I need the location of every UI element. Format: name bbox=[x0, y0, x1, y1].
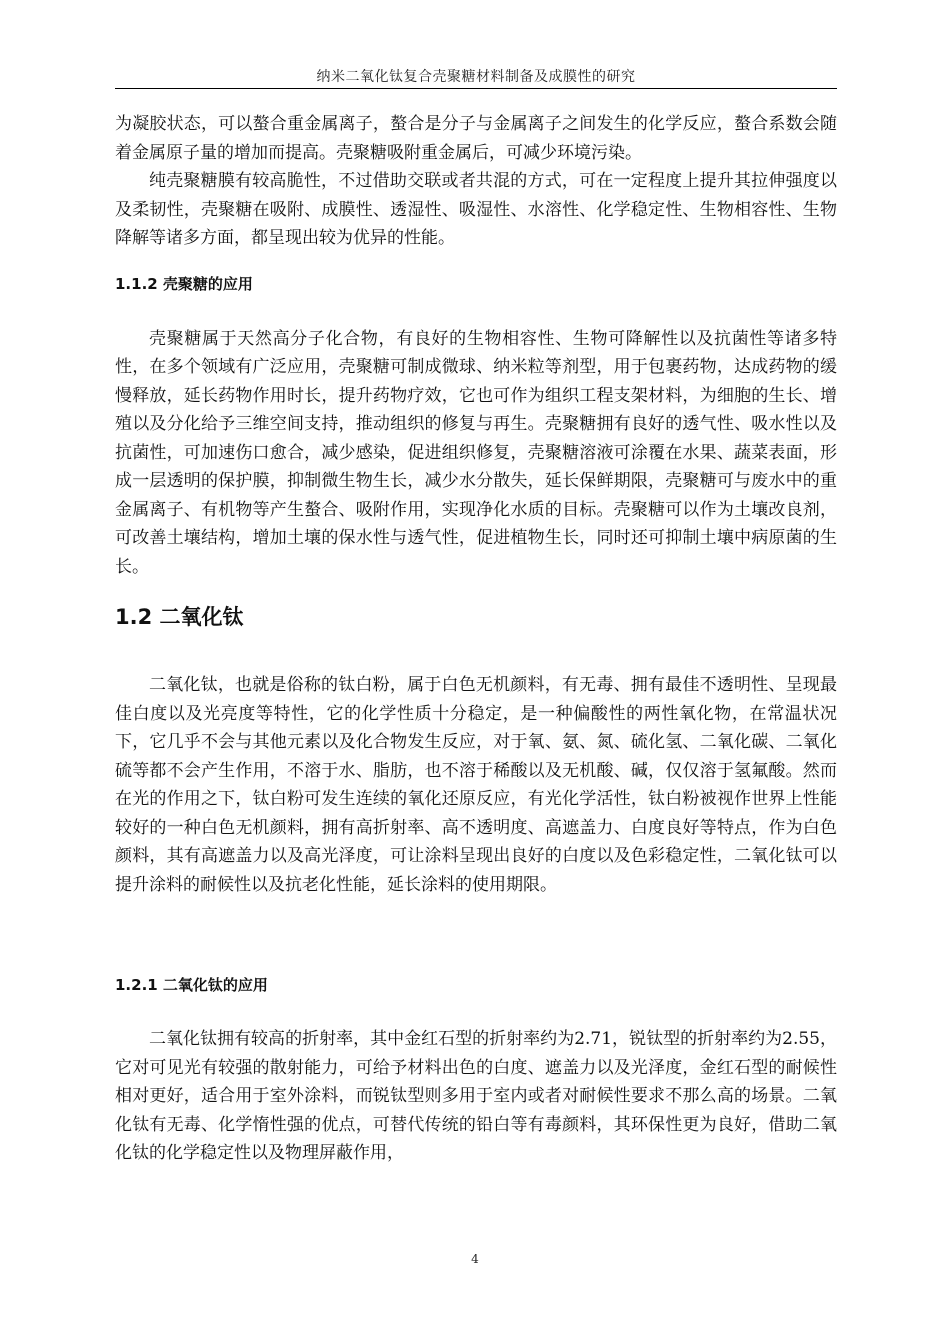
paragraph-chitosan-film: 纯壳聚糖膜有较高脆性，不过借助交联或者共混的方式，可在一定程度上提升其拉伸强度以及柔韧性，壳聚糖在吸附、成膜性、透湿性、吸湿性、水溶性、化学稳定性、生物相容性、生物降解等诸多方面，都呈现出较为优异的性能。 bbox=[115, 171, 837, 248]
section-heading-1-2-1: 1.2.1 二氧化钛的应用 bbox=[115, 976, 268, 994]
header-rule bbox=[115, 88, 837, 89]
running-header: 纳米二氧化钛复合壳聚糖材料制备及成膜性的研究 bbox=[316, 69, 636, 85]
paragraph-tio2-applications: 二氧化钛拥有较高的折射率，其中金红石型的折射率约为2.71，锐钛型的折射率约为2.55，它对可见光有较强的散射能力，可给予材料出色的白度、遮盖力以及光泽度，金红石型的耐候性相对更好，适合用于室外涂料，而锐钛型则多用于室内或者对耐候性要求不那么高的场景。二氧化钛有无毒、化学惰性强的优点，可替代传统的铅白等有毒颜料，其环保性更为良好，借助二氧化钛的化学稳定性以及物理屏蔽作用， bbox=[115, 1029, 837, 1163]
paragraph-chitosan-applications: 壳聚糖属于天然高分子化合物，有良好的生物相容性、生物可降解性以及抗菌性等诸多特性，在多个领域有广泛应用，壳聚糖可制成微球、纳米粒等剂型，用于包裹药物，达成药物的缓慢释放，延长药物作用时长，提升药物疗效，它也可作为组织工程支架材料，为细胞的生长、增殖以及分化给予三维空间支持，推动组织的修复与再生。壳聚糖拥有良好的透气性、吸水性以及抗菌性，可加速伤口愈合，减少感染，促进组织修复，壳聚糖溶液可涂覆在水果、蔬菜表面，形成一层透明的保护膜，抑制微生物生长，减少水分散失，延长保鲜期限，壳聚糖可与废水中的重金属离子、有机物等产生螯合、吸附作用，实现净化水质的目标。壳聚糖可以作为土壤改良剂，可改善土壤结构，增加土壤的保水性与透气性，促进植物生长，同时还可抑制土壤中病原菌的生长。 bbox=[115, 328, 837, 577]
page-body bbox=[115, 110, 837, 1168]
paragraph-continued: 为凝胶状态，可以螯合重金属离子，螯合是分子与金属离子之间发生的化学反应，螯合系数会随着金属原子量的增加而提高。壳聚糖吸附重金属后，可减少环境污染。 bbox=[115, 114, 837, 163]
paragraph-tio2: 二氧化钛，也就是俗称的钛白粉，属于白色无机颜料，有无毒、拥有最佳不透明性、呈现最佳白度以及光亮度等特性，它的化学性质十分稳定，是一种偏酸性的两性氧化物，在常温状况下，它几乎不会与其他元素以及化合物发生反应，对于氧、氨、氮、硫化氢、二氧化碳、二氧化硫等都不会产生作用，不溶于水、脂肪，也不溶于稀酸以及无机酸、碱，仅仅溶于氢氟酸。然而在光的作用之下，钛白粉可发生连续的氧化还原反应，有光化学活性，钛白粉被视作世界上性能较好的一种白色无机颜料，拥有高折射率、高不透明度、高遮盖力、白度良好等特点，作为白色颜料，其有高遮盖力以及高光泽度，可让涂料呈现出良好的白度以及色彩稳定性，二氧化钛可以提升涂料的耐候性以及抗老化性能，延长涂料的使用期限。 bbox=[115, 675, 837, 895]
section-heading-1-2: 1.2 二氧化钛 bbox=[115, 605, 244, 629]
page-number: 4 bbox=[471, 1252, 479, 1266]
section-heading-1-1-2: 1.1.2 壳聚糖的应用 bbox=[115, 274, 253, 293]
